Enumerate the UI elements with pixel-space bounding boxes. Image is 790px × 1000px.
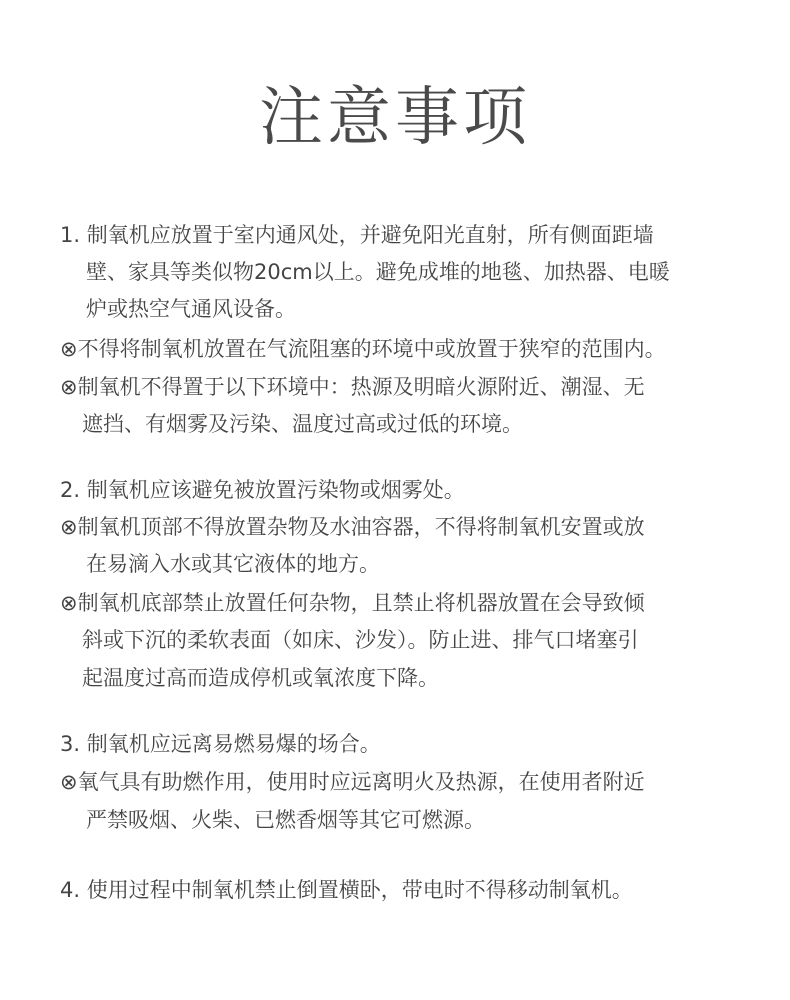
section-1-warning-2-cont: 遮挡、有烟雾及污染、温度过高或过低的环境。 (82, 412, 523, 436)
section-3-warning-1: ⊗氧气具有助燃作用，使用时应远离明火及热源，在使用者附近 (60, 770, 645, 794)
section-2-warning-2-cont-1: 斜或下沉的柔软表面（如床、沙发）。防止进、排气口堵塞引 (82, 628, 639, 652)
section-2-warning-1-cont: 在易滴入水或其它液体的地方。 (86, 552, 380, 576)
section-2-warning-1: ⊗制氧机顶部不得放置杂物及水油容器，不得将制氧机安置或放 (60, 515, 645, 539)
section-3-line-1: 3. 制氧机应远离易燃易爆的场合。 (60, 732, 381, 756)
section-1-warning-1: ⊗不得将制氧机放置在气流阻塞的环境中或放置于狭窄的范围内。 (60, 337, 666, 361)
section-1-line-2: 壁、家具等类似物20cm以上。避免成堆的地毯、加热器、电暖 (86, 260, 670, 284)
section-1-line-3: 炉或热空气通风设备。 (86, 297, 296, 321)
section-2-warning-2-cont-2: 起温度过高而造成停机或氧浓度下降。 (82, 666, 439, 690)
section-1-line-1: 1. 制氧机应放置于室内通风处，并避免阳光直射，所有侧面距墙 (60, 223, 654, 247)
section-2-warning-2: ⊗制氧机底部禁止放置任何杂物，且禁止将机器放置在会导致倾 (60, 591, 645, 615)
section-2-line-1: 2. 制氧机应该避免被放置污染物或烟雾处。 (60, 478, 465, 502)
section-4-line-1: 4. 使用过程中制氧机禁止倒置横卧，带电时不得移动制氧机。 (60, 878, 633, 902)
section-1-warning-2: ⊗制氧机不得置于以下环境中：热源及明暗火源附近、潮湿、无 (60, 375, 645, 399)
section-3-warning-1-cont: 严禁吸烟、火柴、已燃香烟等其它可燃源。 (86, 808, 485, 832)
page-title: 注意事项 (259, 81, 531, 155)
